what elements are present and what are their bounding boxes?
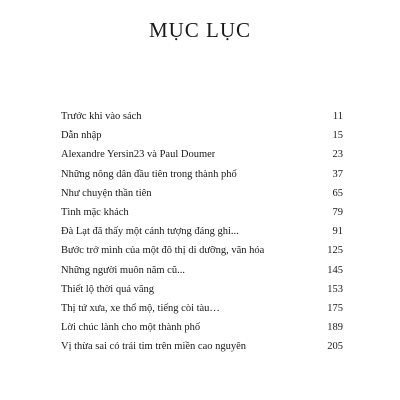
toc-entry-page: 189 bbox=[327, 322, 343, 334]
toc-entry-label: Trước khi vào sách bbox=[61, 111, 142, 122]
toc-entry bbox=[61, 126, 343, 145]
toc-entry-label: Như chuyện thần tiên bbox=[61, 187, 152, 199]
toc-entry-page: 153 bbox=[327, 283, 343, 295]
toc-entry-page: 23 bbox=[332, 149, 343, 161]
toc-entry-label: Lời chúc lành cho một thành phố bbox=[61, 322, 201, 334]
toc-entry-page: 91 bbox=[332, 226, 343, 238]
toc-entry bbox=[61, 107, 343, 126]
toc-entry bbox=[61, 203, 343, 222]
toc-entry bbox=[61, 261, 343, 280]
toc-entry-page: 65 bbox=[332, 187, 343, 199]
toc-entry bbox=[61, 318, 343, 337]
toc-entry bbox=[61, 241, 343, 260]
toc-entry-page: 125 bbox=[327, 245, 343, 257]
table-of-contents bbox=[61, 107, 343, 356]
toc-entry bbox=[61, 184, 343, 203]
toc-entry bbox=[61, 280, 343, 299]
toc-entry-label: Những nông dân đầu tiên trong thành phố bbox=[61, 168, 237, 180]
toc-entry-label: Dẫn nhập bbox=[61, 130, 102, 142]
toc-entry-label: Đà Lạt đã thấy một cảnh tượng đáng ghi... bbox=[61, 226, 239, 238]
toc-entry-page: 37 bbox=[332, 168, 343, 180]
toc-entry-label: Những người muôn năm cũ... bbox=[61, 264, 185, 276]
toc-entry-label: Thị tứ xưa, xe thổ mộ, tiếng còi tàu… bbox=[61, 302, 220, 314]
toc-entry-label: Bước trở mình của một đô thị di dưỡng, văn hóa bbox=[61, 245, 265, 257]
page-title: MỤC LỤC bbox=[148, 18, 252, 42]
toc-entry bbox=[61, 299, 343, 318]
toc-entry-label: Alexandre Yersin23 và Paul Doumer bbox=[61, 149, 216, 161]
toc-entry-page: 11 bbox=[332, 111, 343, 122]
toc-entry-page: 205 bbox=[327, 341, 343, 353]
toc-entry-label: Vị thừa sai có trái tim trên miền cao nguyên bbox=[61, 341, 247, 353]
toc-entry bbox=[61, 222, 343, 241]
toc-entry-page: 145 bbox=[327, 264, 343, 276]
toc-entry-label: Tình mặc khách bbox=[61, 206, 129, 218]
toc-entry bbox=[61, 165, 343, 184]
toc-entry-page: 175 bbox=[327, 302, 343, 314]
toc-entry-page: 15 bbox=[332, 130, 343, 142]
toc-entry bbox=[61, 337, 343, 356]
toc-entry-page: 79 bbox=[332, 206, 343, 218]
toc-entry-label: Thiết lộ thời quá vãng bbox=[61, 283, 155, 295]
toc-entry bbox=[61, 145, 343, 164]
